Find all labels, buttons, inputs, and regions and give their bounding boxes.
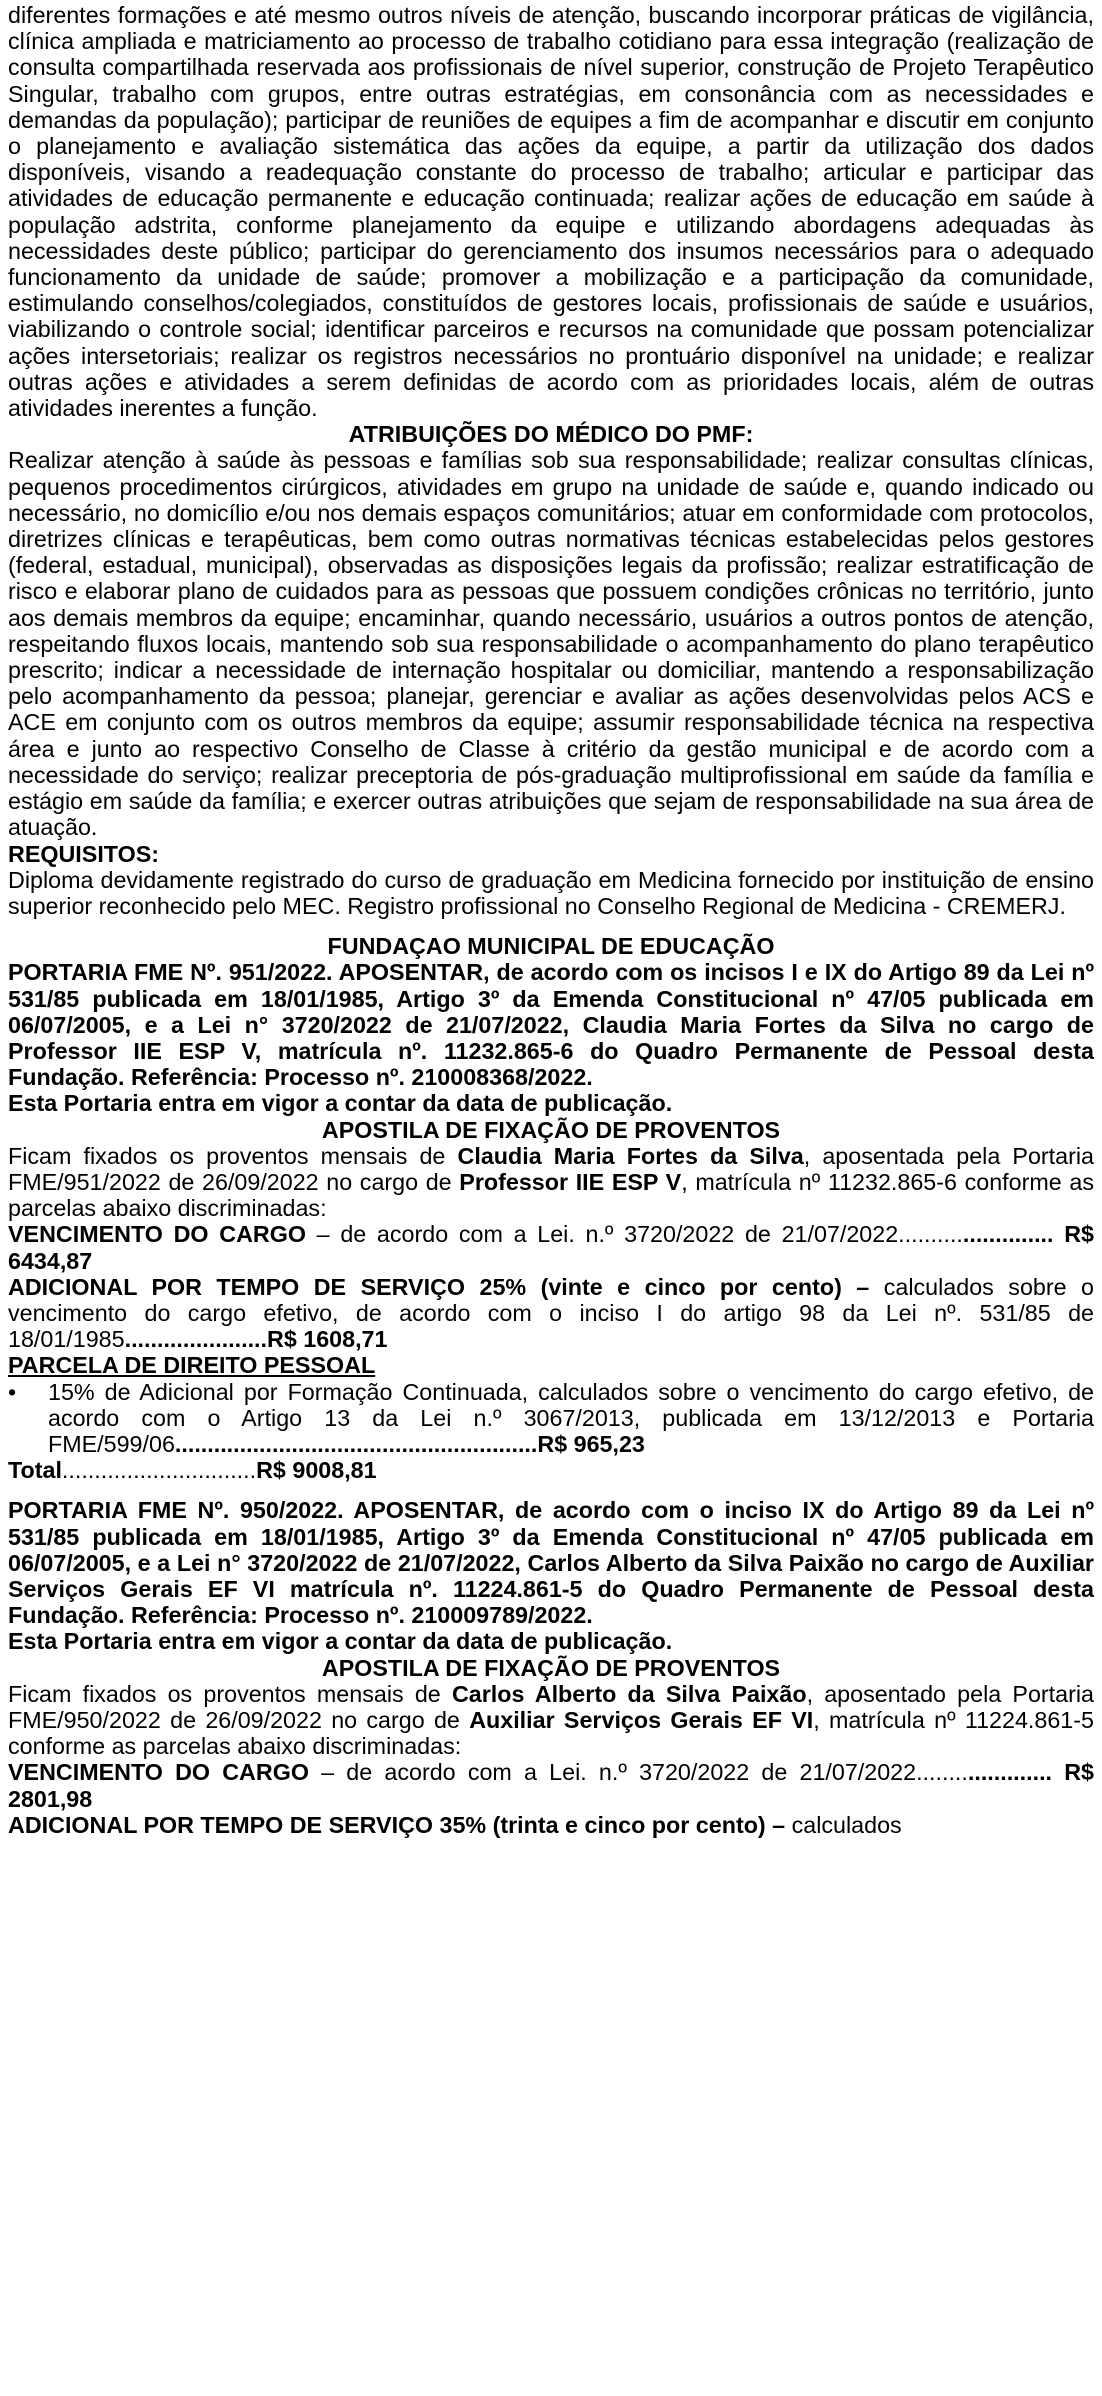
heading-fme: FUNDAÇAO MUNICIPAL DE EDUCAÇÃO bbox=[327, 933, 775, 960]
heading-medico: ATRIBUIÇÕES DO MÉDICO DO PMF: bbox=[348, 421, 754, 448]
bullet-icon: • bbox=[8, 1378, 17, 1405]
bullet-formacao-continuada: • 15% de Adicional por Formação Continuada, calculados sobre o vencimento do cargo efetivo, de acordo com o Artigo 13 da Lei n.º 3067/2013, publicada em 13/12/2013 e Portaria FME/599/06........................................................R$ 965,23 bbox=[8, 1378, 1094, 1457]
vencimento-2: VENCIMENTO DO CARGO – de acordo com a Lei. n.º 3720/2022 de 21/07/2022..................... R$ 2801,98 bbox=[8, 1759, 1094, 1812]
vigor-950: Esta Portaria entra em vigor a contar da data de publicação. bbox=[8, 1628, 673, 1655]
vigor-951: Esta Portaria entra em vigor a contar da data de publicação. bbox=[8, 1090, 673, 1117]
portaria-950: PORTARIA FME Nº. 950/2022. APOSENTAR, de acordo com o inciso IX do Artigo 89 da Lei nº 531/85 publicada em 18/01/1985, Artigo 3º da Emenda Constitucional nº 47/05 publicada em 06/07/2005, e a Lei n° 3720/2022 de 21/07/2022, Carlos Alberto da Silva Paixão no cargo de Auxiliar Serviços Gerais EF VI matrícula nº. 11224.861-5 do Quadro Permanente de Pessoal desta Fundação. Referência: Processo nº. 210009789/2022. bbox=[8, 1497, 1094, 1629]
cargo-1: Professor IIE ESP V bbox=[459, 1168, 682, 1195]
apostila-1-intro: Ficam fixados os proventos mensais de Claudia Maria Fortes da Silva, aposentada pela Portaria FME/951/2022 de 26/09/2022 no cargo de Professor IIE ESP V, matrícula nº 11232.865-6 conforme as parcelas abaixo discriminadas: bbox=[8, 1142, 1094, 1222]
adicional-2: ADICIONAL POR TEMPO DE SERVIÇO 35% (trinta e cinco por cento) – calculados bbox=[8, 1811, 902, 1838]
retiree-name-1: Claudia Maria Fortes da Silva bbox=[457, 1142, 804, 1169]
adicional-1: ADICIONAL POR TEMPO DE SERVIÇO 25% (vinte e cinco por cento) – calculados sobre o vencimento do cargo efetivo, de acordo com o inciso I do artigo 98 da Lei nº. 531/85 de 18/01/1985......................R$ 1608,71 bbox=[8, 1273, 1094, 1353]
parcela-direito-pessoal: PARCELA DE DIREITO PESSOAL bbox=[8, 1352, 376, 1379]
paragraph-medico: Realizar atenção à saúde às pessoas e famílias sob sua responsabilidade; realizar consultas clínicas, pequenos procedimentos cirúrgicos, atividades em grupo na unidade de saúde e, quando indicado ou necessário, no domicílio e/ou nos demais espaços comunitários; atuar em conformidade com protocolos, diretrizes clínicas e terapêuticas, bem como outras normativas técnicas estabelecidas pelos gestores (federal, estadual, municipal), observadas as disposições legais da profissão; realizar estratificação de risco e elaborar plano de cuidados para as pessoas que possuem condições crônicas no território, junto aos demais membros da equipe; encaminhar, quando necessário, usuários a outros pontos de atenção, respeitando fluxos locais, mantendo sob sua responsabilidade o acompanhamento do plano terapêutico prescrito; indicar a necessidade de internação hospitalar ou domiciliar, mantendo a responsabilização pelo acompanhamento da pessoa; planejar, gerenciar e avaliar as ações desenvolvidas pelos ACS e ACE em conjunto com os outros membros da equipe; assumir responsabilidade técnica na respectiva área e junto ao respectivo Conselho de Classe à critério da gestão municipal e de acordo com a necessidade do serviço; realizar preceptoria de pós-graduação multiprofissional em saúde da família e estágio em saúde da família; e exercer outras atribuições que sejam de responsabilidade na sua área de atuação. bbox=[8, 447, 1094, 841]
retiree-name-2: Carlos Alberto da Silva Paixão bbox=[451, 1680, 807, 1707]
paragraph-intro: diferentes formações e até mesmo outros níveis de atenção, buscando incorporar práticas de vigilância, clínica ampliada e matriciamento ao processo de trabalho cotidiano para essa integração (realização de consulta compartilhada reservada aos profissionais de nível superior, construção de Projeto Terapêutico Singular, trabalho com grupos, entre outras estratégias, em consonância com as necessidades e demandas da população); participar de reuniões de equipes a fim de acompanhar e discutir em conjunto o planejamento e avaliação sistemática das ações da equipe, a partir da utilização dos dados disponíveis, visando a readequação constante do processo de trabalho; articular e participar das atividades de educação permanente e educação continuada; realizar ações de educação em saúde à população adstrita, conforme planejamento da equipe e utilizando abordagens adequadas às necessidades deste público; participar do gerenciamento dos insumos necessários para o adequado funcionamento da unidade de saúde; promover a mobilização e a participação da comunidade, estimulando conselhos/colegiados, constituídos de gestores locais, profissionais de saúde e usuários, viabilizando o controle social; identificar parceiros e recursos na comunidade que possam potencializar ações intersetoriais; realizar os registros necessários no prontuário disponível na unidade; e realizar outras ações e atividades a serem definidas de acordo com as prioridades locais, além de outras atividades inerentes a função. bbox=[8, 2, 1094, 422]
heading-apostila-1: APOSTILA DE FIXAÇÃO DE PROVENTOS bbox=[321, 1116, 781, 1143]
paragraph-requisitos: Diploma devidamente registrado do curso de graduação em Medicina fornecido por instituição de ensino superior reconhecido pelo MEC. Registro profissional no Conselho Regional de Medicina - CREMERJ. bbox=[8, 866, 1094, 919]
total-1: Total..............................R$ 9008,81 bbox=[8, 1457, 377, 1484]
vencimento-1: VENCIMENTO DO CARGO – de acordo com a Lei. n.º 3720/2022 de 21/07/2022........................ R$ 6434,87 bbox=[8, 1221, 1094, 1274]
portaria-951: PORTARIA FME Nº. 951/2022. APOSENTAR, de acordo com os incisos I e IX do Artigo 89 da Lei nº 531/85 publicada em 18/01/1985, Artigo 3º da Emenda Constitucional nº 47/05 publicada em 06/07/2005, e a Lei n° 3720/2022 de 21/07/2022, Claudia Maria Fortes da Silva no cargo de Professor IIE ESP V, matrícula nº. 11232.865-6 do Quadro Permanente de Pessoal desta Fundação. Referência: Processo nº. 210008368/2022. bbox=[8, 959, 1094, 1091]
apostila-2-intro: Ficam fixados os proventos mensais de Carlos Alberto da Silva Paixão, aposentado pela Portaria FME/950/2022 de 26/09/2022 no cargo de Auxiliar Serviços Gerais EF VI, matrícula nº 11224.861-5 conforme as parcelas abaixo discriminadas: bbox=[8, 1680, 1094, 1760]
heading-requisitos: REQUISITOS: bbox=[8, 840, 160, 867]
heading-apostila-2: APOSTILA DE FIXAÇÃO DE PROVENTOS bbox=[321, 1654, 781, 1681]
cargo-2: Auxiliar Serviços Gerais EF VI bbox=[469, 1707, 814, 1733]
